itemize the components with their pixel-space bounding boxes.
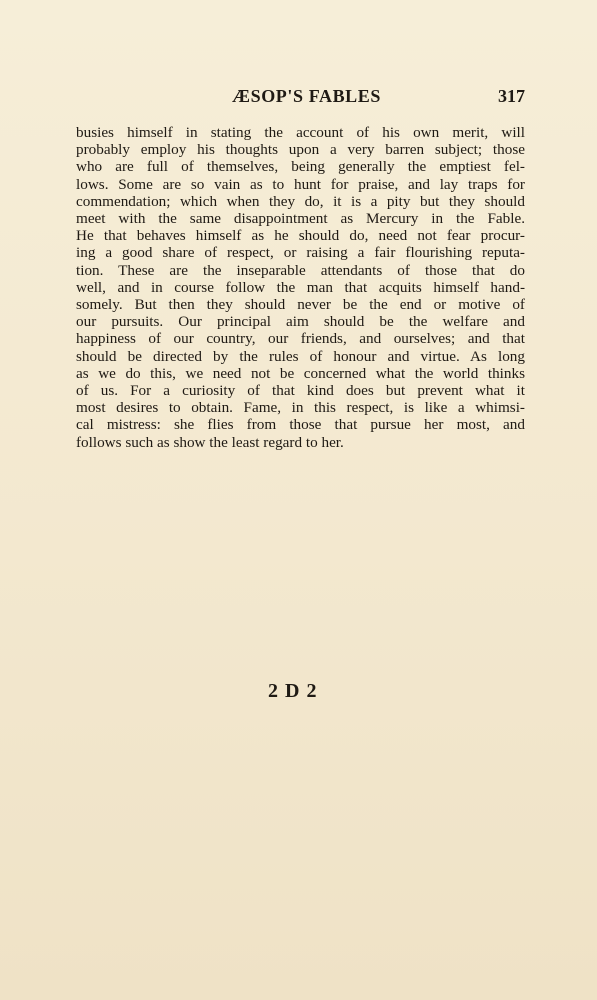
text-line: as we do this, we need not be concerned what the world thinks [76,364,525,382]
page-number: 317 [498,86,525,106]
text-line: well, and in course follow the man that acquits himself hand- [76,278,525,296]
page-title: ÆSOP'S FABLES [232,86,382,106]
text-line: should be directed by the rules of honour and virtue. As long [76,347,525,365]
text-line: our pursuits. Our principal aim should be the welfare and [76,313,525,331]
text-line: ing a good share of respect, or raising a fair flourishing reputa- [76,244,525,262]
running-head [76,86,525,112]
text-line: busies himself in stating the account of his own merit, will [76,124,525,141]
text-line: lows. Some are so vain as to hunt for praise, and lay traps for [76,175,525,193]
text-line: who are full of themselves, being generally the emptiest fel- [76,158,525,176]
text-line: of us. For a curiosity of that kind does but prevent what it [76,382,525,400]
text-line: probably employ his thoughts upon a very barren subject; those [76,141,525,159]
text-line: somely. But then they should never be the end or motive of [76,296,525,314]
text-line: most desires to obtain. Fame, in this respect, is like a whimsi- [76,399,525,417]
text-line: tion. These are the inseparable attendants of those that do [76,261,525,279]
text-line: meet with the same disappointment as Mercury in the Fable. [76,210,525,228]
text-line-last: follows such as show the least regard to her. [76,433,344,451]
body-text [76,124,525,451]
text-line: commendation; which when they do, it is a pity but they should [76,192,525,210]
text-line: happiness of our country, our friends, and ourselves; and that [76,330,525,348]
text-line: He that behaves himself as he should do, need not fear procur- [76,227,525,245]
text-line: cal mistress: she flies from those that pursue her most, and [76,416,525,434]
printer-signature-mark: 2 D 2 [268,680,318,702]
